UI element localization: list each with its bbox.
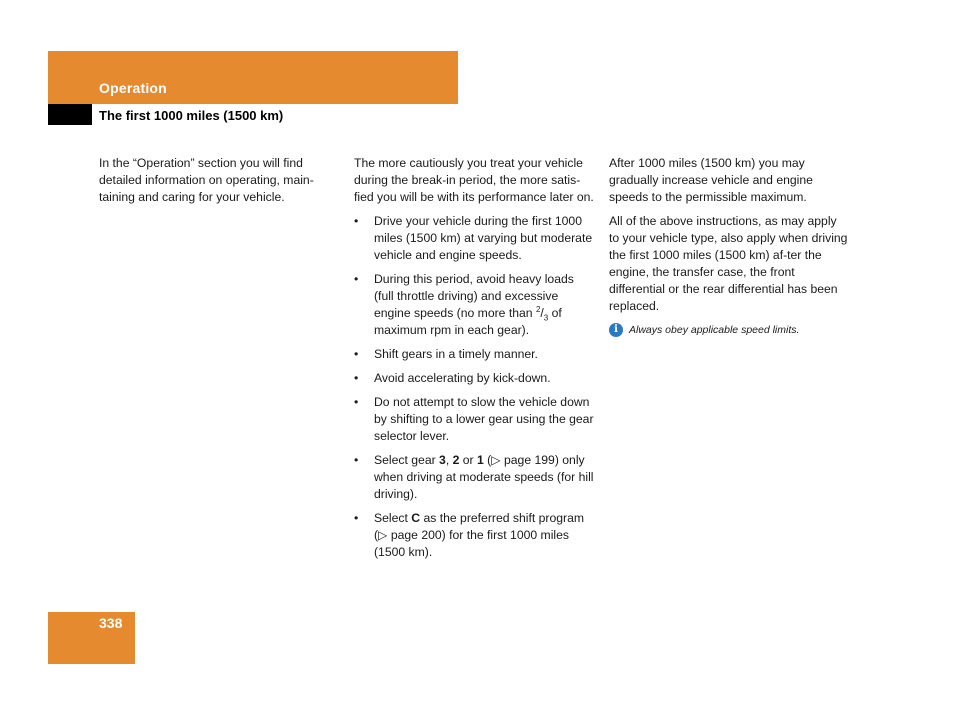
info-note [609,322,849,338]
info-icon: i [609,323,623,337]
bullet: • [354,395,359,409]
column-3 [609,155,849,338]
bullet: • [354,347,359,361]
bullet: • [354,371,359,385]
breakin-list [354,213,594,561]
list-item-text: During this period, avoid heavy loads (full throttle driving) and excessive engine speeds (no more than $^2/_3$ of maximum rpm in each gear). [374,272,574,337]
page-subtitle: The first 1000 miles (1500 km) [99,108,284,123]
list-item [354,510,594,561]
page-199-reference[interactable]: (▷ page 199) only when driving at moderate speeds (for hill driving). [374,453,594,501]
column-2 [354,155,594,568]
replacement-paragraph: All of the above instructions, as may apply to your vehicle type, also apply when driving the first 1000 miles (1500 km) af-ter the engine, the transfer case, the front differential or the rear differential has been replaced. [609,214,848,313]
list-item [354,370,594,387]
bullet: • [354,453,359,467]
list-item-text: Select C as the preferred shift program (▷ page 200) for the first 1000 miles (1500 km). [374,511,585,559]
page-200-reference[interactable]: as the preferred shift program (▷ page 200) for the first 1000 miles (1500 km). [374,511,585,559]
list-item [354,346,594,363]
breakin-paragraph: The more cautiously you treat your vehicle during the break-in period, the more satis-fied you will be with its performance later on. [354,156,594,204]
list-item [354,394,594,445]
list-item [354,271,594,339]
section-title: Operation [99,80,167,96]
note-text: Always obey applicable speed limits. [629,324,800,336]
list-item [354,213,594,264]
list-item-text: Shift gears in a timely manner. [374,347,538,361]
list-item [354,452,594,503]
page-number: 338 [99,615,123,631]
column-1 [99,155,331,213]
section-marker [48,104,92,125]
list-item-text: Select gear 3, 2 or 1 (▷ page 199) only when driving at moderate speeds (for hill driving). [374,453,594,501]
list-item-text: Avoid accelerating by kick-down. [374,371,551,385]
header-band [48,51,458,104]
list-item-text: Do not attempt to slow the vehicle down by shifting to a lower gear using the gear selector lever. [374,395,594,443]
list-item-text: Drive your vehicle during the first 1000 miles (1500 km) at varying but moderate vehicle and engine speeds. [374,214,593,262]
bullet: • [354,511,359,525]
intro-paragraph: In the “Operation” section you will find detailed information on operating, main-taining and caring for your vehicle. [99,156,314,204]
bullet: • [354,272,359,286]
bullet: • [354,214,359,228]
after-breakin-paragraph: After 1000 miles (1500 km) you may gradually increase vehicle and engine speeds to the permissible maximum. [609,156,813,204]
